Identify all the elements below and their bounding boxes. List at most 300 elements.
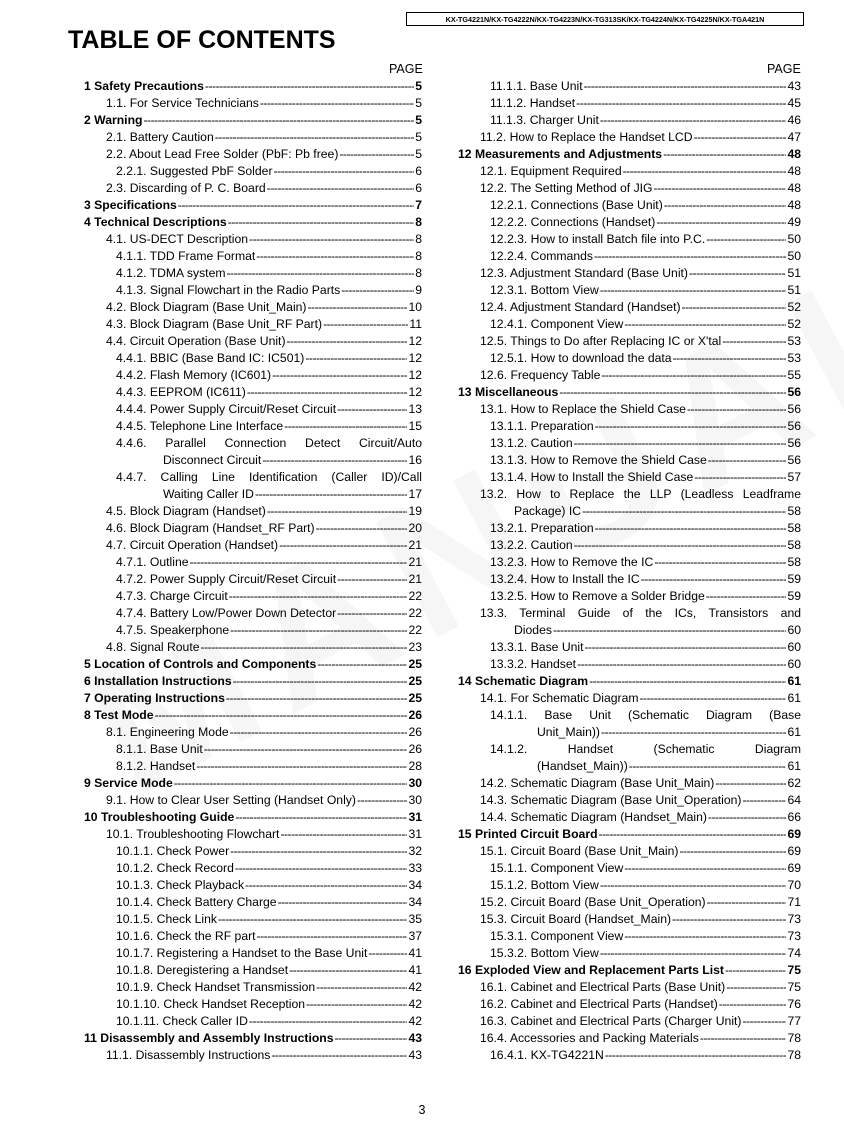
toc-entry[interactable] xyxy=(458,197,801,214)
toc-entry-page: 48 xyxy=(787,198,801,212)
dot-leader xyxy=(233,673,408,690)
dot-leader xyxy=(584,78,787,95)
dot-leader xyxy=(595,520,787,537)
toc-entry[interactable] xyxy=(458,843,801,860)
toc-entry-title: 10.1.5. Check Link xyxy=(116,912,217,926)
dot-leader xyxy=(196,758,407,775)
toc-entry-title: 12.3.1. Bottom View xyxy=(490,283,599,297)
toc-entry[interactable] xyxy=(84,180,422,197)
toc-entry[interactable] xyxy=(458,877,801,894)
toc-entry-page: 61 xyxy=(787,691,801,705)
toc-entry-title: 12.3. Adjustment Standard (Base Unit) xyxy=(480,266,688,280)
toc-entry[interactable] xyxy=(84,877,422,894)
toc-entry-page: 75 xyxy=(787,963,801,977)
toc-entry-title: 13.1.2. Caution xyxy=(490,436,573,450)
toc-entry[interactable] xyxy=(84,996,422,1013)
toc-entry-page: 37 xyxy=(408,929,422,943)
toc-entry-title: 11 Disassembly and Assembly Instructions xyxy=(84,1031,334,1045)
dot-leader xyxy=(227,265,415,282)
toc-entry[interactable] xyxy=(458,435,801,452)
toc-entry-title: 4 Technical Descriptions xyxy=(84,215,227,229)
dot-leader xyxy=(694,469,786,486)
toc-entry-page: 47 xyxy=(787,130,801,144)
toc-entry[interactable] xyxy=(84,163,422,180)
toc-entry[interactable] xyxy=(458,979,801,996)
dot-leader xyxy=(582,503,786,520)
toc-entry[interactable] xyxy=(458,214,801,231)
toc-entry-page: 22 xyxy=(408,606,422,620)
toc-entry[interactable] xyxy=(84,299,422,316)
dot-leader xyxy=(323,316,408,333)
toc-entry[interactable] xyxy=(84,928,422,945)
toc-entry[interactable] xyxy=(458,486,801,520)
toc-entry-page: 8 xyxy=(415,266,422,280)
toc-entry-title: 2.2. About Lead Free Solder (PbF: Pb free) xyxy=(106,147,339,161)
toc-entry-title: 11.1.1. Base Unit xyxy=(490,79,583,93)
toc-entry[interactable] xyxy=(458,741,801,775)
dot-leader xyxy=(249,231,414,248)
toc-entry[interactable] xyxy=(458,95,801,112)
dot-leader xyxy=(215,129,415,146)
toc-entry-page: 6 xyxy=(415,181,422,195)
toc-entry[interactable] xyxy=(84,741,422,758)
toc-entry-title: 12.5. Things to Do after Replacing IC or X'tal xyxy=(480,334,722,348)
toc-entry[interactable] xyxy=(84,282,422,299)
dot-leader xyxy=(249,1013,408,1030)
dot-leader xyxy=(284,418,407,435)
toc-entry[interactable] xyxy=(84,95,422,112)
right-column-page-label: PAGE xyxy=(767,62,801,76)
toc-entry-page: 53 xyxy=(787,334,801,348)
toc-entry-title: 8.1.1. Base Unit xyxy=(116,742,203,756)
toc-entry[interactable] xyxy=(458,146,801,163)
dot-leader xyxy=(316,520,408,537)
dot-leader xyxy=(641,571,787,588)
toc-entry-page: 75 xyxy=(787,980,801,994)
toc-entry[interactable] xyxy=(84,214,422,231)
dot-leader xyxy=(629,758,787,775)
dot-leader xyxy=(235,860,408,877)
toc-entry[interactable] xyxy=(84,316,422,333)
toc-entry-page: 59 xyxy=(787,589,801,603)
toc-entry-title: 16.2. Cabinet and Electrical Parts (Handset) xyxy=(480,997,718,1011)
toc-entry-title: 10.1.10. Check Handset Reception xyxy=(116,997,306,1011)
toc-entry[interactable] xyxy=(84,588,422,605)
toc-entry[interactable] xyxy=(84,469,422,503)
toc-entry-title: 11.2. How to Replace the Handset LCD xyxy=(480,130,693,144)
toc-entry-title: 4.4.5. Telephone Line Interface xyxy=(116,419,284,433)
dot-leader xyxy=(305,350,407,367)
toc-entry-page: 56 xyxy=(787,419,801,433)
toc-entry-page: 50 xyxy=(787,232,801,246)
toc-entry-page: 78 xyxy=(787,1048,801,1062)
toc-entry[interactable] xyxy=(84,911,422,928)
toc-entry[interactable] xyxy=(458,401,801,418)
toc-entry[interactable] xyxy=(84,520,422,537)
dot-leader xyxy=(742,1013,786,1030)
toc-entry[interactable] xyxy=(84,639,422,656)
toc-entry-page: 64 xyxy=(787,793,801,807)
toc-entry[interactable] xyxy=(458,163,801,180)
toc-entry-page: 57 xyxy=(787,470,801,484)
toc-entry[interactable] xyxy=(84,792,422,809)
toc-entry[interactable] xyxy=(84,690,422,707)
dot-leader xyxy=(278,894,408,911)
toc-entry-title: 13.1.3. How to Remove the Shield Case xyxy=(490,453,707,467)
toc-entry-title: 15.3.1. Component View xyxy=(490,929,624,943)
toc-entry-page: 55 xyxy=(787,368,801,382)
toc-entry-page: 66 xyxy=(787,810,801,824)
toc-entry-title: 4.1.1. TDD Frame Format xyxy=(116,249,256,263)
toc-entry[interactable] xyxy=(458,894,801,911)
dot-leader xyxy=(337,605,407,622)
toc-entry-title: 16.4. Accessories and Packing Materials xyxy=(480,1031,699,1045)
toc-entry[interactable] xyxy=(84,1030,422,1047)
toc-entry[interactable] xyxy=(84,384,422,401)
dot-leader xyxy=(272,367,407,384)
dot-leader xyxy=(673,350,787,367)
toc-entry-page: 52 xyxy=(787,317,801,331)
toc-entry-page: 60 xyxy=(787,640,801,654)
toc-entry-title: 15.3.2. Bottom View xyxy=(490,946,599,960)
toc-entry[interactable] xyxy=(84,775,422,792)
toc-entry[interactable] xyxy=(458,469,801,486)
dot-leader xyxy=(228,214,415,231)
toc-entry[interactable] xyxy=(458,231,801,248)
toc-entry-page: 61 xyxy=(787,674,801,688)
toc-entry[interactable] xyxy=(458,911,801,928)
toc-entry-title: 5 Location of Controls and Components xyxy=(84,657,317,671)
toc-entry[interactable] xyxy=(84,350,422,367)
dot-leader xyxy=(574,435,787,452)
toc-entry-page: 25 xyxy=(408,657,422,671)
dot-leader xyxy=(715,775,786,792)
toc-entry[interactable] xyxy=(458,945,801,962)
dot-leader xyxy=(624,928,786,945)
toc-entry[interactable] xyxy=(458,350,801,367)
toc-entry[interactable] xyxy=(458,639,801,656)
toc-entry-page: 20 xyxy=(408,521,422,535)
toc-entry-title: 4.7.2. Power Supply Circuit/Reset Circuit xyxy=(116,572,337,586)
toc-entry-page: 13 xyxy=(408,402,422,416)
dot-leader xyxy=(663,146,786,163)
toc-entry-page: 42 xyxy=(408,1014,422,1028)
toc-entry[interactable] xyxy=(84,656,422,673)
toc-entry[interactable] xyxy=(84,146,422,163)
toc-entry[interactable] xyxy=(458,775,801,792)
toc-entry[interactable] xyxy=(458,248,801,265)
toc-entry[interactable] xyxy=(458,1047,801,1064)
toc-entry-page: 61 xyxy=(787,725,801,739)
toc-entry-title: 15.1. Circuit Board (Base Unit_Main) xyxy=(480,844,679,858)
toc-entry-title-continued: Disconnect Circuit xyxy=(163,453,262,467)
dot-leader xyxy=(725,962,786,979)
dot-leader xyxy=(190,554,408,571)
toc-entry[interactable] xyxy=(458,129,801,146)
page-number: 3 xyxy=(418,1103,426,1117)
toc-entry[interactable] xyxy=(84,860,422,877)
toc-entry-title: 8.1.2. Handset xyxy=(116,759,196,773)
toc-entry-title: 12.6. Frequency Table xyxy=(480,368,601,382)
toc-entry[interactable] xyxy=(84,758,422,775)
dot-leader xyxy=(708,809,787,826)
toc-entry[interactable] xyxy=(84,809,422,826)
toc-entry[interactable] xyxy=(458,265,801,282)
toc-entry-page: 26 xyxy=(408,742,422,756)
toc-entry-title: 13.1.4. How to Install the Shield Case xyxy=(490,470,694,484)
dot-leader xyxy=(339,146,414,163)
dot-leader xyxy=(600,945,787,962)
dot-leader xyxy=(368,945,407,962)
toc-entry-title-continued: Unit_Main)) xyxy=(537,725,600,739)
toc-entry-page: 48 xyxy=(787,181,801,195)
toc-entry-title-continued: Package) IC xyxy=(514,504,582,518)
toc-entry[interactable] xyxy=(84,78,422,95)
toc-entry[interactable] xyxy=(458,554,801,571)
toc-entry-page: 5 xyxy=(415,113,422,127)
toc-entry-page: 8 xyxy=(415,232,422,246)
dot-leader xyxy=(274,163,415,180)
toc-entry-page: 69 xyxy=(787,827,801,841)
toc-entry[interactable] xyxy=(84,622,422,639)
toc-entry-page: 12 xyxy=(408,334,422,348)
toc-entry-title: 4.3. Block Diagram (Base Unit_RF Part) xyxy=(106,317,323,331)
toc-entry[interactable] xyxy=(84,248,422,265)
toc-entry[interactable] xyxy=(458,656,801,673)
toc-entry[interactable] xyxy=(84,112,422,129)
toc-entry-title: 2 Warning xyxy=(84,113,143,127)
toc-entry-page: 52 xyxy=(787,300,801,314)
toc-entry-page: 69 xyxy=(787,861,801,875)
dot-leader xyxy=(624,860,786,877)
toc-entry-title: 4.4.4. Power Supply Circuit/Reset Circuit xyxy=(116,402,337,416)
toc-entry[interactable] xyxy=(84,979,422,996)
toc-entry[interactable] xyxy=(84,537,422,554)
toc-entry-page: 49 xyxy=(787,215,801,229)
dot-leader xyxy=(174,775,408,792)
toc-entry-title: 4.4.3. EEPROM (IC611) xyxy=(116,385,246,399)
dot-leader xyxy=(143,112,414,129)
toc-entry[interactable] xyxy=(84,571,422,588)
toc-entry[interactable] xyxy=(458,928,801,945)
toc-entry[interactable] xyxy=(458,367,801,384)
toc-entry[interactable] xyxy=(458,588,801,605)
toc-entry-title-continued: Diodes xyxy=(514,623,552,637)
toc-entry-page: 5 xyxy=(415,96,422,110)
dot-leader xyxy=(600,877,787,894)
toc-entry-title: 4.7.3. Charge Circuit xyxy=(116,589,228,603)
toc-entry[interactable] xyxy=(84,333,422,350)
toc-entry-title: 4.1.3. Signal Flowchart in the Radio Parts xyxy=(116,283,341,297)
toc-entry[interactable] xyxy=(84,554,422,571)
toc-entry[interactable] xyxy=(458,112,801,129)
toc-entry[interactable] xyxy=(458,299,801,316)
toc-entry-title: 15.2. Circuit Board (Base Unit_Operation) xyxy=(480,895,706,909)
toc-entry[interactable] xyxy=(84,605,422,622)
toc-entry-page: 78 xyxy=(787,1031,801,1045)
dot-leader xyxy=(600,282,787,299)
toc-entry-page: 31 xyxy=(408,810,422,824)
toc-entry-page: 46 xyxy=(787,113,801,127)
toc-entry[interactable] xyxy=(458,996,801,1013)
toc-entry[interactable] xyxy=(458,333,801,350)
toc-entry[interactable] xyxy=(84,843,422,860)
toc-entry-title: 14.4. Schematic Diagram (Handset_Main) xyxy=(480,810,707,824)
toc-entry-page: 5 xyxy=(415,147,422,161)
toc-entry[interactable] xyxy=(84,231,422,248)
toc-entry-title: 13.3.1. Base Unit xyxy=(490,640,584,654)
toc-entry-title: 12.2.1. Connections (Base Unit) xyxy=(490,198,663,212)
toc-entry[interactable] xyxy=(458,1030,801,1047)
toc-entry[interactable] xyxy=(458,707,801,741)
toc-entry-title: 8 Test Mode xyxy=(84,708,154,722)
toc-entry[interactable] xyxy=(84,1013,422,1030)
toc-right-column xyxy=(458,78,801,1064)
toc-entry-title: 4.7.5. Speakerphone xyxy=(116,623,230,637)
toc-entry[interactable] xyxy=(458,78,801,95)
dot-leader xyxy=(640,690,787,707)
toc-entry[interactable] xyxy=(84,503,422,520)
toc-entry-title: 13.1.1. Preparation xyxy=(490,419,594,433)
toc-entry[interactable] xyxy=(458,962,801,979)
toc-entry[interactable] xyxy=(84,673,422,690)
dot-leader xyxy=(682,299,787,316)
toc-entry[interactable] xyxy=(458,452,801,469)
toc-entry-page: 19 xyxy=(408,504,422,518)
dot-leader xyxy=(262,452,407,469)
toc-entry-page: 5 xyxy=(415,130,422,144)
toc-entry-title: 14 Schematic Diagram xyxy=(458,674,589,688)
toc-entry-title: 16 Exploded View and Replacement Parts List xyxy=(458,963,724,977)
toc-entry-page: 21 xyxy=(408,538,422,552)
toc-entry[interactable] xyxy=(458,826,801,843)
dot-leader xyxy=(654,180,787,197)
toc-entry[interactable] xyxy=(84,826,422,843)
dot-leader xyxy=(672,911,786,928)
toc-entry-page: 51 xyxy=(787,283,801,297)
toc-entry-title: 11.1.2. Handset xyxy=(490,96,576,110)
toc-entry[interactable] xyxy=(84,894,422,911)
toc-entry-title: 10.1.7. Registering a Handset to the Base Unit xyxy=(116,946,368,960)
toc-entry[interactable] xyxy=(458,673,801,690)
toc-entry-page: 34 xyxy=(408,895,422,909)
toc-entry-title: 10.1.11. Check Caller ID xyxy=(116,1014,248,1028)
toc-entry-page: 73 xyxy=(787,929,801,943)
dot-leader xyxy=(257,928,408,945)
dot-leader xyxy=(335,1030,408,1047)
toc-entry[interactable] xyxy=(84,367,422,384)
toc-entry-title: 10.1.2. Check Record xyxy=(116,861,234,875)
toc-entry-title: 4.7.4. Battery Low/Power Down Detector xyxy=(116,606,337,620)
dot-leader xyxy=(601,367,786,384)
toc-entry[interactable] xyxy=(84,945,422,962)
toc-entry-page: 43 xyxy=(408,1031,422,1045)
dot-leader xyxy=(256,248,414,265)
toc-entry-page: 30 xyxy=(408,776,422,790)
toc-entry-page: 74 xyxy=(787,946,801,960)
toc-entry-title: 4.4.7. Calling Line Identification (Caller ID)/Call xyxy=(116,470,422,484)
toc-entry[interactable] xyxy=(84,724,422,741)
dot-leader xyxy=(605,1047,787,1064)
toc-entry[interactable] xyxy=(458,520,801,537)
toc-entry-title: 13.2.3. How to Remove the IC xyxy=(490,555,654,569)
toc-entry[interactable] xyxy=(84,1047,422,1064)
dot-leader xyxy=(654,554,786,571)
toc-entry[interactable] xyxy=(84,707,422,724)
toc-entry[interactable] xyxy=(458,690,801,707)
toc-entry[interactable] xyxy=(458,282,801,299)
toc-entry[interactable] xyxy=(84,129,422,146)
toc-entry-title: 4.7.1. Outline xyxy=(116,555,189,569)
dot-leader xyxy=(289,962,407,979)
dot-leader xyxy=(694,129,787,146)
toc-entry-title: 12.5.1. How to download the data xyxy=(490,351,672,365)
toc-entry-title: 12.1. Equipment Required xyxy=(480,164,622,178)
toc-entry-page: 9 xyxy=(415,283,422,297)
dot-leader xyxy=(719,996,787,1013)
toc-entry-page: 69 xyxy=(787,844,801,858)
toc-entry-title: 16.4.1. KX-TG4221N xyxy=(490,1048,604,1062)
toc-entry-page: 33 xyxy=(408,861,422,875)
toc-entry-page: 21 xyxy=(408,572,422,586)
toc-entry[interactable] xyxy=(458,537,801,554)
dot-leader xyxy=(229,588,408,605)
toc-entry[interactable] xyxy=(84,197,422,214)
toc-entry[interactable] xyxy=(458,809,801,826)
toc-entry-title: 12.2. The Setting Method of JIG xyxy=(480,181,653,195)
toc-entry[interactable] xyxy=(458,605,801,639)
dot-leader xyxy=(155,707,408,724)
toc-entry[interactable] xyxy=(84,962,422,979)
dot-leader xyxy=(337,401,407,418)
toc-entry-page: 41 xyxy=(408,963,422,977)
toc-entry-title: 9 Service Mode xyxy=(84,776,173,790)
toc-entry[interactable] xyxy=(458,792,801,809)
toc-entry-page: 50 xyxy=(787,249,801,263)
toc-entry[interactable] xyxy=(84,435,422,469)
dot-leader xyxy=(687,401,786,418)
dot-leader xyxy=(600,112,787,129)
toc-entry[interactable] xyxy=(458,1013,801,1030)
dot-leader xyxy=(700,1030,787,1047)
dot-leader xyxy=(595,418,787,435)
toc-entry[interactable] xyxy=(84,401,422,418)
toc-entry-page: 58 xyxy=(787,521,801,535)
toc-entry[interactable] xyxy=(458,180,801,197)
toc-entry-page: 12 xyxy=(408,351,422,365)
toc-entry[interactable] xyxy=(458,571,801,588)
toc-entry-title: 12.2.3. How to install Batch file into P.C. xyxy=(490,232,706,246)
toc-entry-page: 12 xyxy=(408,368,422,382)
dot-leader xyxy=(306,996,407,1013)
toc-entry-title: 4.4.6. Parallel Connection Detect Circuit/Auto xyxy=(116,436,422,450)
dot-leader xyxy=(664,197,787,214)
toc-entry-title: 11.1.3. Charger Unit xyxy=(490,113,599,127)
toc-entry[interactable] xyxy=(458,860,801,877)
toc-entry-page: 28 xyxy=(408,759,422,773)
toc-entry[interactable] xyxy=(458,316,801,333)
toc-entry-title: 4.7. Circuit Operation (Handset) xyxy=(106,538,279,552)
dot-leader xyxy=(594,248,786,265)
toc-entry-page: 56 xyxy=(787,385,801,399)
toc-entry[interactable] xyxy=(84,265,422,282)
dot-leader xyxy=(708,452,787,469)
toc-entry-page: 58 xyxy=(787,538,801,552)
toc-entry[interactable] xyxy=(84,418,422,435)
toc-entry[interactable] xyxy=(458,384,801,401)
toc-entry[interactable] xyxy=(458,418,801,435)
toc-entry-title: 15.1.1. Component View xyxy=(490,861,624,875)
